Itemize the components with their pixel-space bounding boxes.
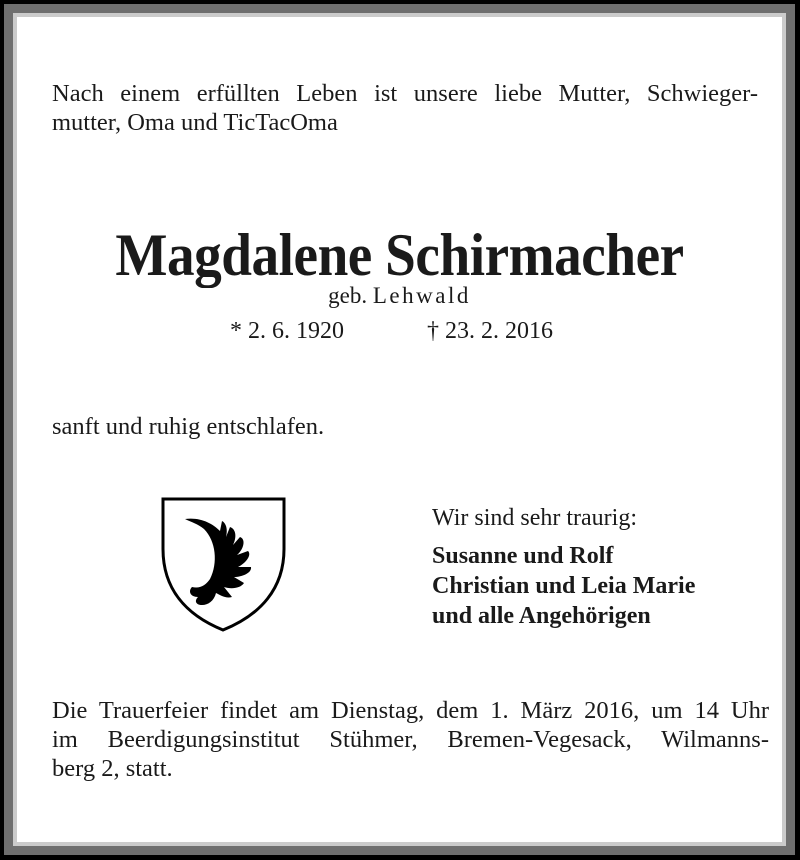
ceremony-paragraph	[52, 696, 769, 783]
intro-line: mutter, Oma und TicTacOma	[52, 109, 338, 136]
maiden-name: Lehwald	[372, 283, 471, 308]
asleep-text: sanft und ruhig entschlafen.	[52, 413, 325, 440]
mourning-intro: Wir sind sehr traurig:	[432, 505, 637, 531]
deceased-name: Magdalene Schirmacher	[115, 222, 684, 288]
intro-line: Nach einem erfüllten Leben ist unsere liebe Mutter, Schwieger-	[52, 80, 758, 107]
obituary-notice	[17, 17, 782, 842]
mourners-list	[432, 541, 695, 631]
mourner-entry: Christian und Leia Marie	[432, 573, 696, 599]
ceremony-line: Die Trauerfeier findet am Dienstag, dem 1. März 2016, um 14 Uhr	[52, 697, 769, 724]
death-date: † 23. 2. 2016	[427, 318, 553, 344]
intro-paragraph	[52, 79, 758, 137]
ceremony-line: berg 2, statt.	[52, 755, 173, 782]
shield-with-antler-icon	[160, 497, 288, 632]
birth-date: * 2. 6. 1920	[230, 318, 344, 344]
maiden-name-line	[17, 282, 782, 310]
mourner-entry: Susanne und Rolf	[432, 543, 614, 569]
maiden-prefix: geb.	[328, 283, 368, 308]
mourner-entry: und alle Angehörigen	[432, 603, 651, 629]
ceremony-line: im Beerdigungsinstitut Stühmer, Bremen-Vegesack, Wilmanns-	[52, 726, 769, 753]
